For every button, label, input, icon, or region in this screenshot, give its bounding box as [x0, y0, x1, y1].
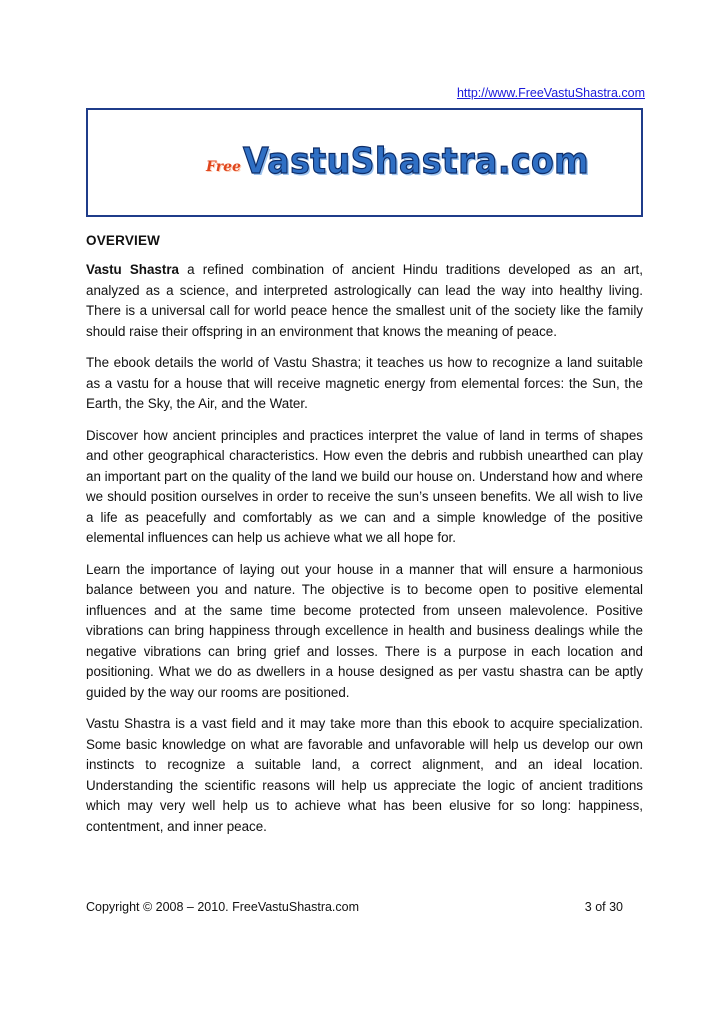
paragraph: Discover how ancient principles and practices interpret the value of land in terms of shapes and other geographical characteristics. How even the debris and rubbish unearthed can play an important part on the quality of the land we build our house on. Understand how and where we should position ourselves in order to receive the sun’s unseen benefits. We all wish to live a life as peacefully and comfortably as we can and a simple knowledge of the positive elemental influences can help us achieve what we all hope for. [86, 427, 643, 545]
page-number: 3 of 30 [584, 900, 623, 914]
header-url-link[interactable]: http://www.FreeVastuShastra.com [456, 86, 645, 100]
section-heading: OVERVIEW [86, 233, 161, 248]
paragraph-lead: Vastu Shastra [86, 262, 179, 277]
overview-section [86, 233, 643, 848]
paragraph-text: a refined combination of ancient Hindu traditions developed as an art, analyzed as a science, and interpreted astrologically can lead the way into healthy living. There is a universal call for world peace hence the smallest unit of the society like the family should raise their offspring in an environment that knows the meaning of peace. [86, 262, 643, 339]
paragraph-intro [86, 260, 643, 342]
footer-copyright: Copyright © 2008 – 2010. FreeVastuShastra.com [86, 900, 360, 914]
logo-prefix: Free [206, 159, 241, 175]
logo-banner [86, 108, 643, 217]
paragraph: Vastu Shastra is a vast field and it may take more than this ebook to acquire specialization. Some basic knowledge on what are favorable and unfavorable will help us develop our own instincts to recognize a suitable land, a correct alignment, and an ideal location. Understanding the scientific reasons will help us appreciate the logic of ancient traditions which may very well help us to achieve what has been elusive for so long: happiness, contentment, and inner peace. [86, 716, 643, 834]
paragraph: The ebook details the world of Vastu Shastra; it teaches us how to recognize a land suitable as a vastu for a house that will receive magnetic energy from elemental forces: the Sun, the Earth, the Sky, the Air, and the Water. [86, 355, 643, 411]
paragraph: Learn the importance of laying out your house in a manner that will ensure a harmonious balance between you and nature. The objective is to become open to positive elemental influences and at the same time become protected from unseen malevolence. Positive vibrations can bring happiness through excellence in health and business dealings while the negative vibrations can bring grief and losses. There is a purpose in each location and positioning. What we do as dwellers in a house designed as per vastu shastra can be aptly guided by the way our rooms are positioned. [86, 561, 643, 700]
logo-text: VastuShastra.com [242, 141, 590, 182]
site-logo [206, 141, 619, 187]
